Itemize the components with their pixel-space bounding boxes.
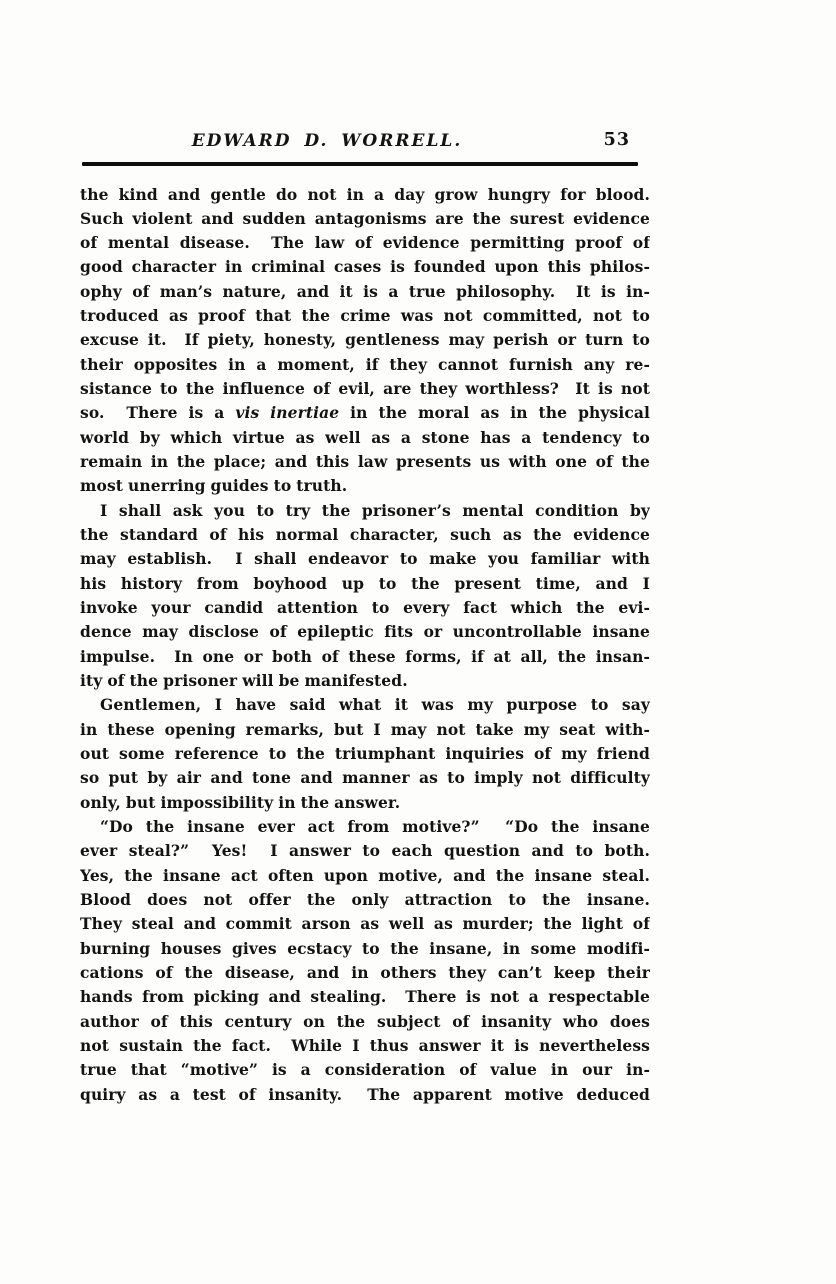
text-line: most unerring guides to truth. bbox=[80, 476, 348, 496]
text-line: author of this century on the subject of insanity who does bbox=[80, 1011, 650, 1031]
paragraph bbox=[80, 183, 650, 499]
text-line: impulse. In one or both of these forms, if at all, the insan- bbox=[80, 646, 650, 666]
paragraph bbox=[80, 815, 650, 1107]
text-line: good character in criminal cases is founded upon this philos- bbox=[80, 257, 650, 277]
text-line: ity of the prisoner will be manifested. bbox=[80, 671, 408, 691]
text-line: only, but impossibility in the answer. bbox=[80, 792, 401, 812]
text-line: “Do the insane ever act from motive?” “Do the insane bbox=[100, 817, 650, 837]
text-line: burning houses gives ecstacy to the insane, in some modifi- bbox=[80, 938, 650, 958]
text-line: in these opening remarks, but I may not take my seat with- bbox=[80, 719, 650, 739]
text-line: so put by air and tone and manner as to imply not difficulty bbox=[80, 768, 650, 788]
text-line: sistance to the influence of evil, are they worthless? It is not bbox=[80, 379, 650, 399]
text-line: hands from picking and stealing. There is not a respectable bbox=[80, 987, 650, 1007]
text-line: Such violent and sudden antagonisms are the surest evidence bbox=[80, 208, 650, 228]
text-line: their opposites in a moment, if they cannot furnish any re- bbox=[80, 354, 650, 374]
text-line: They steal and commit arson as well as murder; the light of bbox=[80, 914, 650, 934]
text-line: invoke your candid attention to every fact which the evi- bbox=[80, 598, 650, 618]
text-line: remain in the place; and this law presents us with one of the bbox=[80, 452, 650, 472]
text-line: world by which virtue as well as a stone has a tendency to bbox=[80, 427, 650, 447]
body-text bbox=[80, 183, 650, 1107]
text-line: the kind and gentle do not in a day grow hungry for blood. bbox=[80, 184, 650, 204]
paragraph bbox=[80, 499, 650, 694]
text-line: cations of the disease, and in others they can’t keep their bbox=[80, 963, 650, 982]
text-line: not sustain the fact. While I thus answer it is nevertheless bbox=[80, 1035, 650, 1055]
page-number: 53 bbox=[603, 130, 630, 150]
text-line: dence may disclose of epileptic fits or uncontrollable insane bbox=[80, 622, 650, 642]
text-line: Blood does not offer the only attraction to the insane. bbox=[80, 890, 650, 910]
text-line: out some reference to the triumphant inquiries of my friend bbox=[80, 744, 650, 764]
text-line: Gentlemen, I have said what it was my purpose to say bbox=[100, 695, 650, 715]
italic-phrase: vis inertiae bbox=[235, 403, 340, 423]
text-line: may establish. I shall endeavor to make you familiar with bbox=[80, 549, 650, 569]
text-line: ever steal?” Yes! I answer to each question and to both. bbox=[80, 841, 650, 861]
page-content bbox=[80, 131, 650, 1107]
text-line: I shall ask you to try the prisoner’s mental condition by bbox=[100, 500, 650, 520]
text-line: the standard of his normal character, such as the evidence bbox=[80, 525, 650, 545]
paragraph bbox=[80, 693, 650, 815]
text-line: of mental disease. The law of evidence permitting proof of bbox=[80, 233, 650, 253]
text-line: his history from boyhood up to the present time, and I bbox=[80, 573, 650, 593]
running-head bbox=[80, 131, 650, 153]
text-line: so. There is a vis inertiae in the moral as in the physical bbox=[80, 403, 650, 423]
text-line: quiry as a test of insanity. The apparent motive deduced bbox=[80, 1084, 650, 1104]
text-line: ophy of man’s nature, and it is a true philosophy. It is in- bbox=[80, 281, 650, 301]
text-line: true that “motive” is a consideration of value in our in- bbox=[80, 1060, 650, 1080]
text-line: Yes, the insane act often upon motive, and the insane steal. bbox=[80, 865, 650, 885]
running-head-title: EDWARD D. WORRELL. bbox=[191, 131, 463, 151]
text-line: excuse it. If piety, honesty, gentleness may perish or turn to bbox=[80, 330, 650, 350]
header-rule bbox=[82, 162, 638, 166]
text-line: troduced as proof that the crime was not committed, not to bbox=[80, 306, 650, 326]
